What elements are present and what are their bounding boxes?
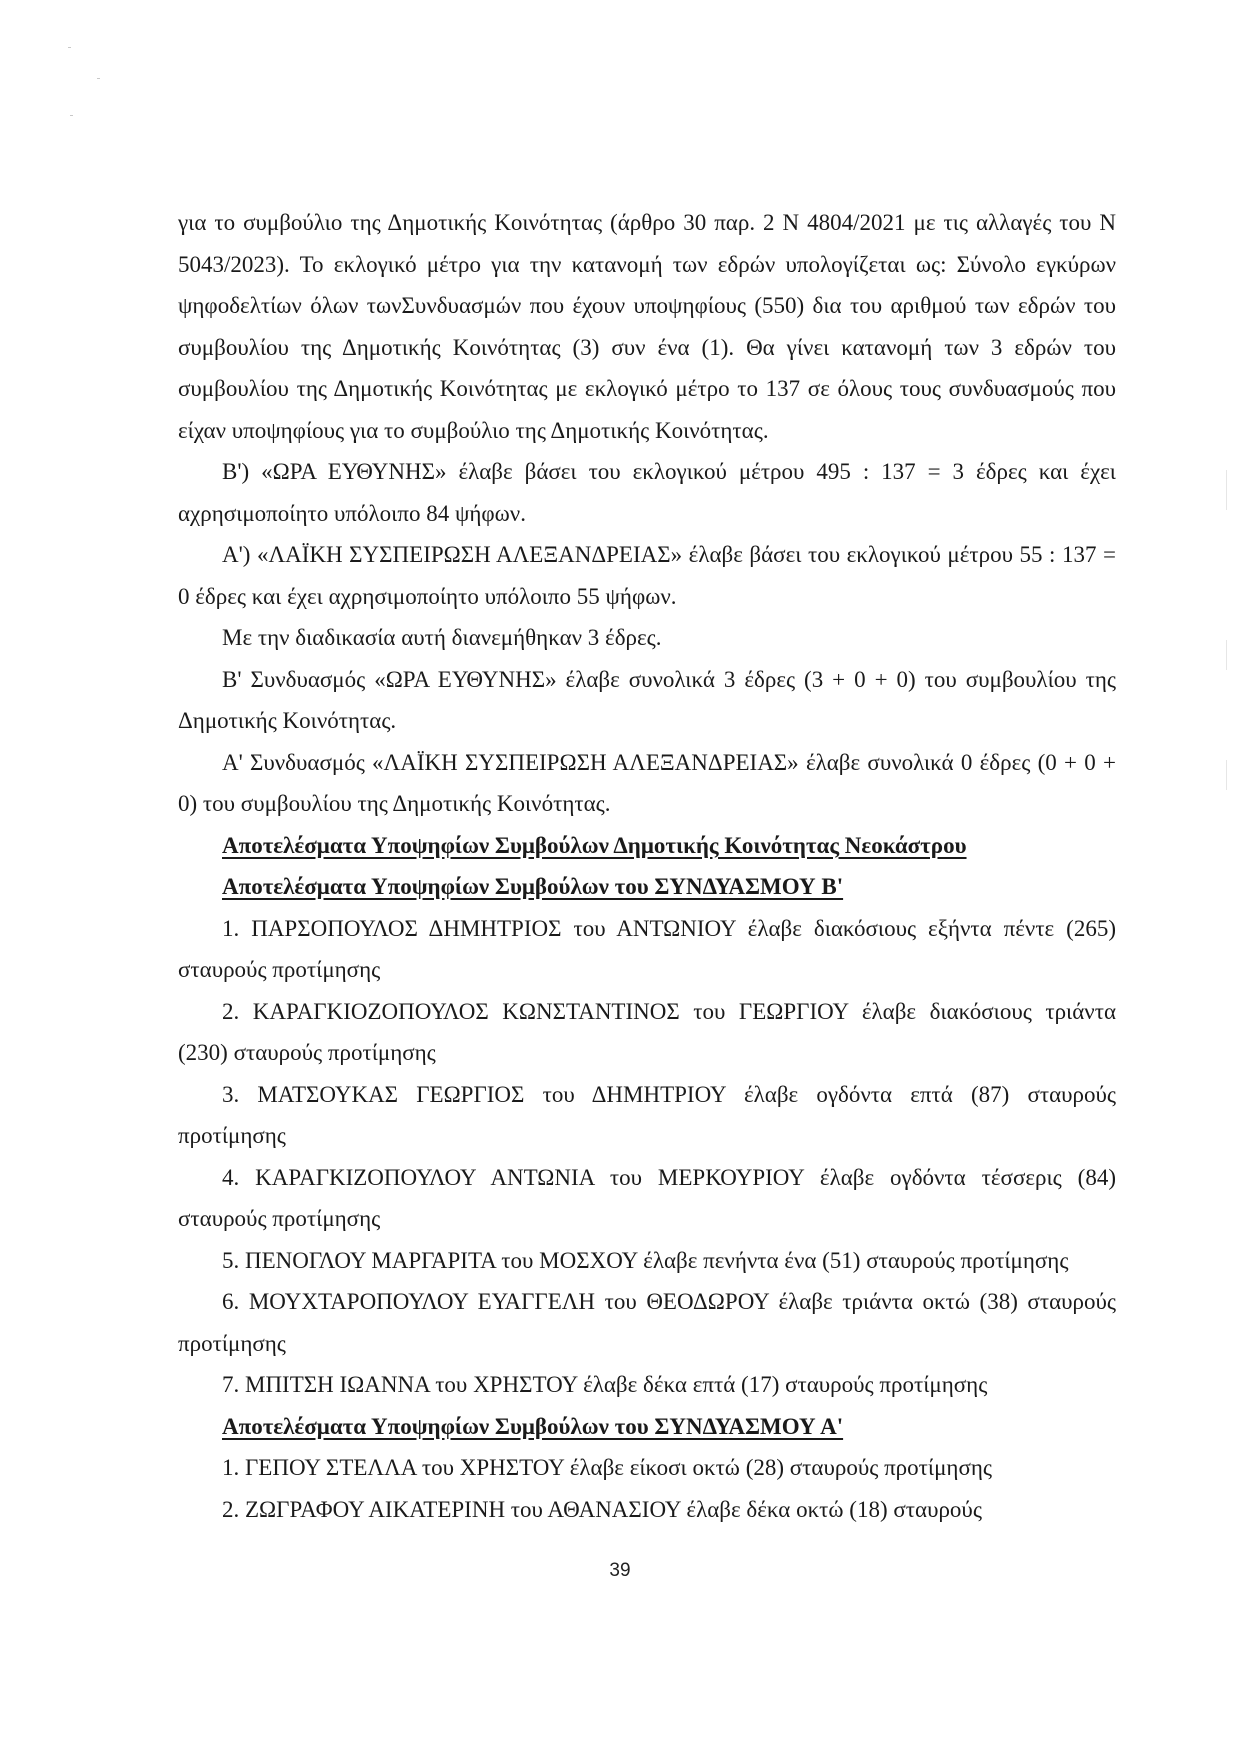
candidate-a-1: 1. ΓΕΠΟΥ ΣΤΕΛΛΑ του ΧΡΗΣΤΟΥ έλαβε είκοσι οκτώ (28) σταυρούς προτίμησης [222,1455,992,1480]
candidate-b-5: 5. ΠΕΝΟΓΛΟΥ ΜΑΡΓΑΡΙΤΑ του ΜΟΣΧΟΥ έλαβε πενήντα ένα (51) σταυρούς προτίμησης [222,1247,1069,1273]
heading-combination-b: Αποτελέσματα Υποψηφίων Συμβούλων του ΣΥΝΔΥΑΣΜΟΥ Β' [222,874,844,899]
scan-artifact [97,78,100,79]
candidate-a-2: 2. ΖΩΓΡΑΦΟΥ ΑΙΚΑΤΕΡΙΝΗ του ΑΘΑΝΑΣΙΟΥ έλαβε δέκα οκτώ (18) σταυρούς [222,1496,982,1522]
candidate-b-4: 4. ΚΑΡΑΓΚΙΖΟΠΟΥΛΟΥ ΑΝΤΩΝΙΑ του ΜΕΡΚΟΥΡΙΟΥ έλαβε ογδόντα τέσσερις (84) σταυρούς προτίμησης [178,1164,1116,1231]
paragraph-electoral-quota: για το συμβούλιο της Δημοτικής Κοινότητας (άρθρο 30 παρ. 2 Ν 4804/2021 με τις αλλαγές του Ν 5043/2023). Το εκλογικό μέτρο για την κατανομή των εδρών υπολογίζεται ως: Σύνολο εγκύρων ψηφοδελτίων όλων τωνΣυνδυασμών που έχουν υποψηφίους (550) δια του αριθμού των εδρών του συμβουλίου της Δημοτικής Κοινότητας (3) συν ένα (1). Θα γίνει κατανομή των 3 εδρών του συμβουλίου της Δημοτικής Κοινότητας με εκλογικό μέτρο το 137 σε όλους τους συνδυασμούς που είχαν υποψηφίους για το συμβούλιο της Δημοτικής Κοινότητας. [178,210,1116,443]
heading-community-results: Αποτελέσματα Υποψηφίων Συμβούλων Δημοτικής Κοινότητας Νεοκάστρου [222,832,967,858]
paragraph-combination-a-seats: Α') «ΛΑΪΚΗ ΣΥΣΠΕΙΡΩΣΗ ΑΛΕΞΑΝΔΡΕΙΑΣ» έλαβε βάσει του εκλογικού μέτρου 55 : 137 = 0 έδρες και έχει αχρησιμοποίητο υπόλοιπο 55 ψήφων. [178,542,1116,609]
paragraph-combination-b-seats: Β') «ΩΡΑ ΕΥΘΥΝΗΣ» έλαβε βάσει του εκλογικού μέτρου 495 : 137 = 3 έδρες και έχει αχρησιμοποίητο υπόλοιπο 84 ψήφων. [178,459,1116,526]
scan-edge-mark [1226,470,1227,510]
paragraph-combination-b-total: Β' Συνδυασμός «ΩΡΑ ΕΥΘΥΝΗΣ» έλαβε συνολικά 3 έδρες (3 + 0 + 0) του συμβουλίου της Δημοτικής Κοινότητας. [178,666,1116,733]
candidate-b-7: 7. ΜΠΙΤΣΗ ΙΩΑΝΝΑ του ΧΡΗΣΤΟΥ έλαβε δέκα επτά (17) σταυρούς προτίμησης [222,1372,988,1397]
candidate-b-1: 1. ΠΑΡΣΟΠΟΥΛΟΣ ΔΗΜΗΤΡΙΟΣ του ΑΝΤΩΝΙΟΥ έλαβε διακόσιους εξήντα πέντε (265) σταυρούς προτίμησης [178,915,1116,982]
scan-edge-mark [1226,760,1227,790]
scan-artifact [68,47,71,48]
scan-edge-mark [1226,640,1227,670]
body-text [178,202,1116,1530]
heading-combination-a: Αποτελέσματα Υποψηφίων Συμβούλων του ΣΥΝΔΥΑΣΜΟΥ Α' [222,1413,844,1439]
page-number: 39 [609,1560,631,1581]
paragraph-combination-a-total: Α' Συνδυασμός «ΛΑΪΚΗ ΣΥΣΠΕΙΡΩΣΗ ΑΛΕΞΑΝΔΡΕΙΑΣ» έλαβε συνολικά 0 έδρες (0 + 0 + 0) του συμβουλίου της Δημοτικής Κοινότητας. [178,749,1116,816]
paragraph-seats-distributed: Με την διαδικασία αυτή διανεμήθηκαν 3 έδρες. [222,625,662,650]
candidate-b-2: 2. ΚΑΡΑΓΚΙΟΖΟΠΟΥΛΟΣ ΚΩΝΣΤΑΝΤΙΝΟΣ του ΓΕΩΡΓΙΟΥ έλαβε διακόσιους τριάντα (230) σταυρούς προτίμησης [178,998,1116,1065]
candidate-b-6: 6. ΜΟΥΧΤΑΡΟΠΟΥΛΟΥ ΕΥΑΓΓΕΛΗ του ΘΕΟΔΩΡΟΥ έλαβε τριάντα οκτώ (38) σταυρούς προτίμησης [178,1289,1116,1356]
scan-artifact [70,115,73,116]
candidate-b-3: 3. ΜΑΤΣΟΥΚΑΣ ΓΕΩΡΓΙΟΣ του ΔΗΜΗΤΡΙΟΥ έλαβε ογδόντα επτά (87) σταυρούς προτίμησης [178,1081,1116,1148]
